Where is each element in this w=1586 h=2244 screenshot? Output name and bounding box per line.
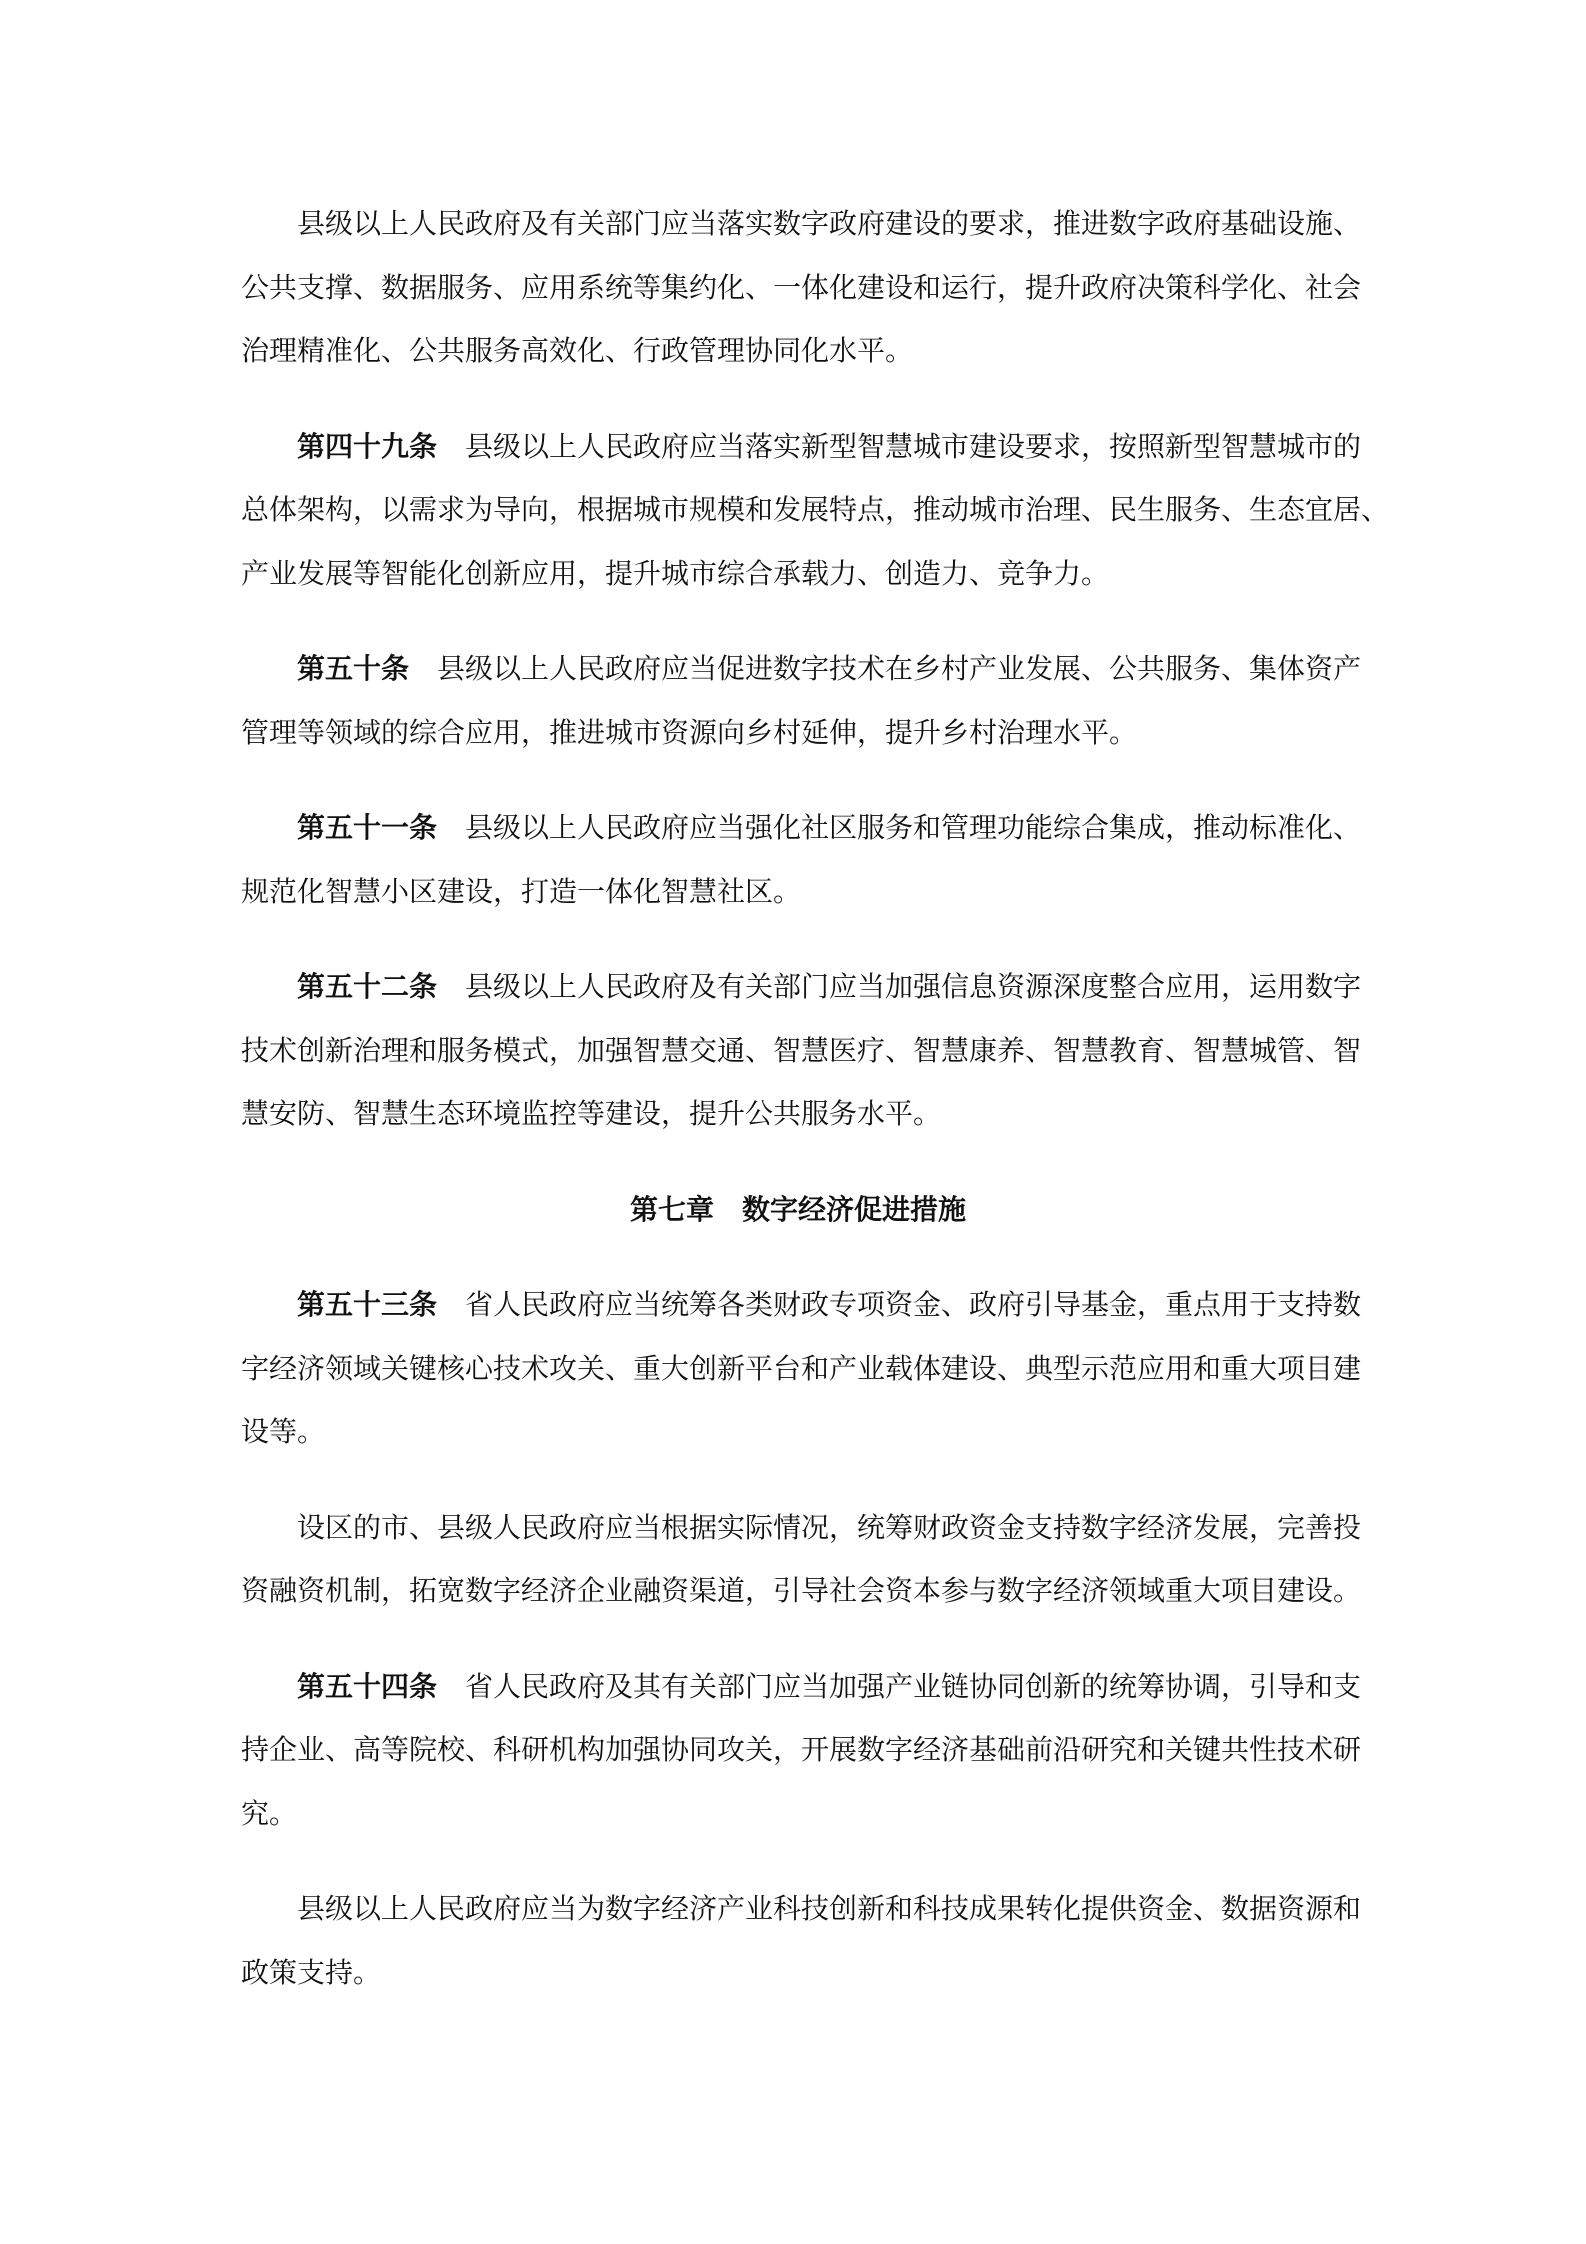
line-text: 总体架构，以需求为导向，根据城市规模和发展特点，推动城市治理、民生服务、生态宜居、 [241,493,1390,526]
article-paragraph [241,415,1390,606]
article-paragraph [241,1273,1362,1464]
line-text: 省人民政府应当统筹各类财政专项资金、政府引导基金，重点用于支持数 [465,1288,1362,1321]
line-text: 究。 [241,1796,298,1830]
document-page [241,192,1390,2036]
section-after-chapter [241,1273,1362,2004]
article-number: 第五十二条 [297,970,438,1003]
line-text: 慧安防、智慧生态环境监控等建设，提升公共服务水平。 [241,1097,942,1130]
line-text: 技术创新治理和服务模式，加强智慧交通、智慧医疗、智慧康养、智慧教育、智慧城管、智 [241,1033,1362,1067]
section-before-chapter [241,192,1390,1146]
text-line [241,319,1355,383]
line-text: 政策支持。 [241,1955,382,1989]
line-text: 县级以上人民政府及有关部门应当落实数字政府建设的要求，推进数字政府基础设施、 [297,207,1362,240]
text-line [241,1082,1355,1146]
text-line [241,1559,1362,1623]
line-text: 县级以上人民政府应当为数字经济产业科技创新和科技成果转化提供资金、数据资源和 [297,1892,1362,1925]
text-line [241,1337,1362,1401]
article-paragraph [241,1655,1362,1846]
text-line [241,478,1390,542]
article-number: 第五十三条 [297,1288,438,1321]
text-line [241,542,1355,606]
text-line [241,955,1362,1019]
text-line [241,1782,1355,1846]
line-text: 产业发展等智能化创新应用，提升城市综合承载力、创造力、竞争力。 [241,556,1110,590]
paragraph [241,1496,1362,1623]
article-paragraph [241,955,1362,1146]
text-line [241,1877,1362,1941]
chapter-number: 第七章 [629,1192,714,1226]
line-text: 治理精准化、公共服务高效化、行政管理协同化水平。 [241,334,914,367]
article-paragraph [241,637,1362,764]
text-line [241,192,1362,256]
text-line [241,256,1362,320]
line-text: 管理等领域的综合应用，推进城市资源向乡村延伸，提升乡村治理水平。 [241,715,1138,749]
line-text: 设等。 [241,1415,326,1448]
line-text: 县级以上人民政府应当强化社区服务和管理功能综合集成，推动标准化、 [465,811,1362,844]
text-line [241,1400,1355,1464]
text-line [241,1019,1362,1083]
line-text: 持企业、高等院校、科研机构加强协同攻关，开展数字经济基础前沿研究和关键共性技术研 [241,1733,1362,1766]
chapter-title: 数字经济促进措施 [742,1192,967,1226]
article-paragraph [241,796,1362,923]
line-text: 资融资机制，拓宽数字经济企业融资渠道，引导社会资本参与数字经济领域重大项目建设。 [241,1574,1362,1607]
paragraph [241,192,1362,383]
text-line [241,701,1355,765]
line-text: 省人民政府及其有关部门应当加强产业链协同创新的统筹协调，引导和支 [465,1669,1362,1703]
text-line [241,1496,1362,1560]
paragraph [241,1877,1362,2004]
text-line [241,415,1362,479]
line-text: 县级以上人民政府应当落实新型智慧城市建设要求，按照新型智慧城市的 [465,429,1362,463]
text-line [241,1941,1355,2005]
text-line [241,1718,1362,1782]
article-number: 第四十九条 [297,429,438,463]
text-line [241,860,1355,924]
article-number: 第五十条 [297,652,410,685]
line-text: 字经济领域关键核心技术攻关、重大创新平台和产业载体建设、典型示范应用和重大项目建 [241,1351,1362,1385]
article-number: 第五十四条 [297,1669,438,1703]
text-line [241,1655,1362,1719]
chapter-heading [241,1178,1355,1242]
text-line [241,1273,1362,1337]
line-text: 设区的市、县级人民政府应当根据实际情况，统筹财政资金支持数字经济发展，完善投 [297,1510,1362,1544]
line-text: 公共支撑、数据服务、应用系统等集约化、一体化建设和运行，提升政府决策科学化、社会 [241,270,1362,304]
line-text: 规范化智慧小区建设，打造一体化智慧社区。 [241,874,802,908]
article-number: 第五十一条 [297,811,438,844]
text-line [241,796,1362,860]
text-line [241,637,1362,701]
line-text: 县级以上人民政府应当促进数字技术在乡村产业发展、公共服务、集体资产 [437,652,1362,685]
line-text: 县级以上人民政府及有关部门应当加强信息资源深度整合应用，运用数字 [465,970,1362,1003]
